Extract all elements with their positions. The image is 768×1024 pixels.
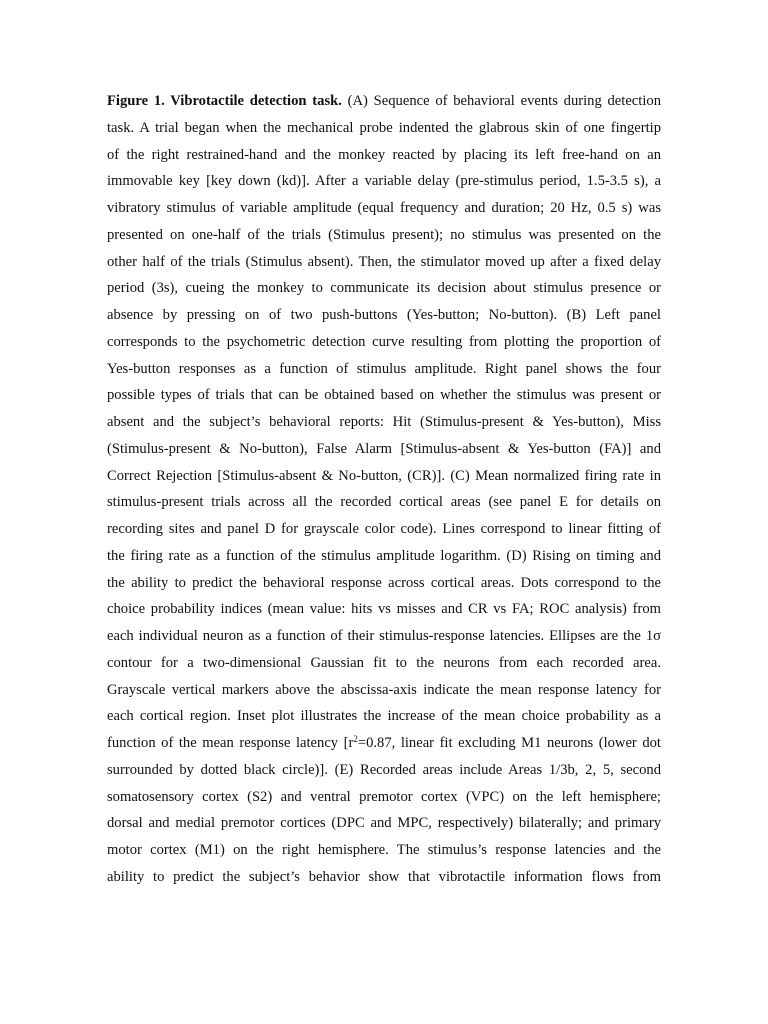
caption-text: function of the mean response latency [r: [107, 735, 354, 751]
caption-line: other half of the trials (Stimulus absent). Then, the stimulator moved up after a fixed delay: [107, 253, 661, 270]
caption-line: the firing rate as a function of the stimulus amplitude logarithm. (D) Rising on timing and: [107, 547, 661, 564]
figure-caption: [107, 88, 661, 891]
caption-text: (A) Sequence of behavioral events during detection: [341, 93, 661, 109]
caption-line: [107, 730, 661, 757]
caption-line: vibratory stimulus of variable amplitude (equal frequency and duration; 20 Hz, 0.5 s) was: [107, 200, 661, 216]
caption-line: (Stimulus-present & No-button), False Alarm [Stimulus-absent & Yes-button (FA)] and: [107, 440, 661, 457]
caption-line: surrounded by dotted black circle)]. (E) Recorded areas include Areas 1/3b, 2, 5, second: [107, 761, 661, 778]
caption-line: task. A trial began when the mechanical probe indented the glabrous skin of one fingertip: [107, 119, 661, 136]
caption-line: each cortical region. Inset plot illustrates the increase of the mean choice probability as a: [107, 708, 661, 725]
caption-line: recording sites and panel D for grayscale color code). Lines correspond to linear fitting of: [107, 521, 661, 537]
caption-line: dorsal and medial premotor cortices (DPC and MPC, respectively) bilaterally; and primary: [107, 815, 661, 832]
caption-text: =0.87, linear fit excluding M1 neurons (lower dot: [357, 735, 661, 751]
caption-line: Correct Rejection [Stimulus-absent & No-button, (CR)]. (C) Mean normalized firing rate in: [107, 467, 661, 484]
caption-line: possible types of trials that can be obtained based on whether the stimulus was present or: [107, 387, 661, 404]
caption-line: stimulus-present trials across all the recorded cortical areas (see panel E for details on: [107, 494, 661, 511]
caption-line: presented on one-half of the trials (Stimulus present); no stimulus was presented on the: [107, 226, 661, 243]
caption-line: period (3s), cueing the monkey to communicate its decision about stimulus presence or: [107, 280, 661, 297]
caption-line: corresponds to the psychometric detection curve resulting from plotting the proportion of: [107, 333, 661, 350]
caption-line: motor cortex (M1) on the right hemisphere. The stimulus’s response latencies and the: [107, 842, 661, 858]
caption-line: absence by pressing on of two push-buttons (Yes-button; No-button). (B) Left panel: [107, 307, 661, 323]
caption-line: contour for a two-dimensional Gaussian fit to the neurons from each recorded area.: [107, 654, 661, 671]
caption-line: choice probability indices (mean value: hits vs misses and CR vs FA; ROC analysis) from: [107, 601, 661, 618]
caption-line: each individual neuron as a function of their stimulus-response latencies. Ellipses are the 1σ: [107, 628, 661, 644]
caption-line: absent and the subject’s behavioral reports: Hit (Stimulus-present & Yes-button), Miss: [107, 414, 661, 430]
caption-line: somatosensory cortex (S2) and ventral premotor cortex (VPC) on the left hemisphere;: [107, 788, 661, 805]
caption-line: [107, 88, 661, 115]
caption-line: the ability to predict the behavioral response across cortical areas. Dots correspond to the: [107, 574, 661, 591]
caption-line: immovable key [key down (kd)]. After a variable delay (pre-stimulus period, 1.5-3.5 s), a: [107, 173, 661, 190]
caption-line: ability to predict the subject’s behavior show that vibrotactile information flows from: [107, 868, 661, 885]
superscript: 2: [353, 734, 358, 744]
caption-line: of the right restrained-hand and the monkey reacted by placing its left free-hand on an: [107, 146, 661, 163]
figure-title: Figure 1. Vibrotactile detection task.: [107, 93, 342, 109]
caption-line: Yes-button responses as a function of stimulus amplitude. Right panel shows the four: [107, 360, 661, 377]
caption-line: Grayscale vertical markers above the abscissa-axis indicate the mean response latency for: [107, 681, 661, 698]
